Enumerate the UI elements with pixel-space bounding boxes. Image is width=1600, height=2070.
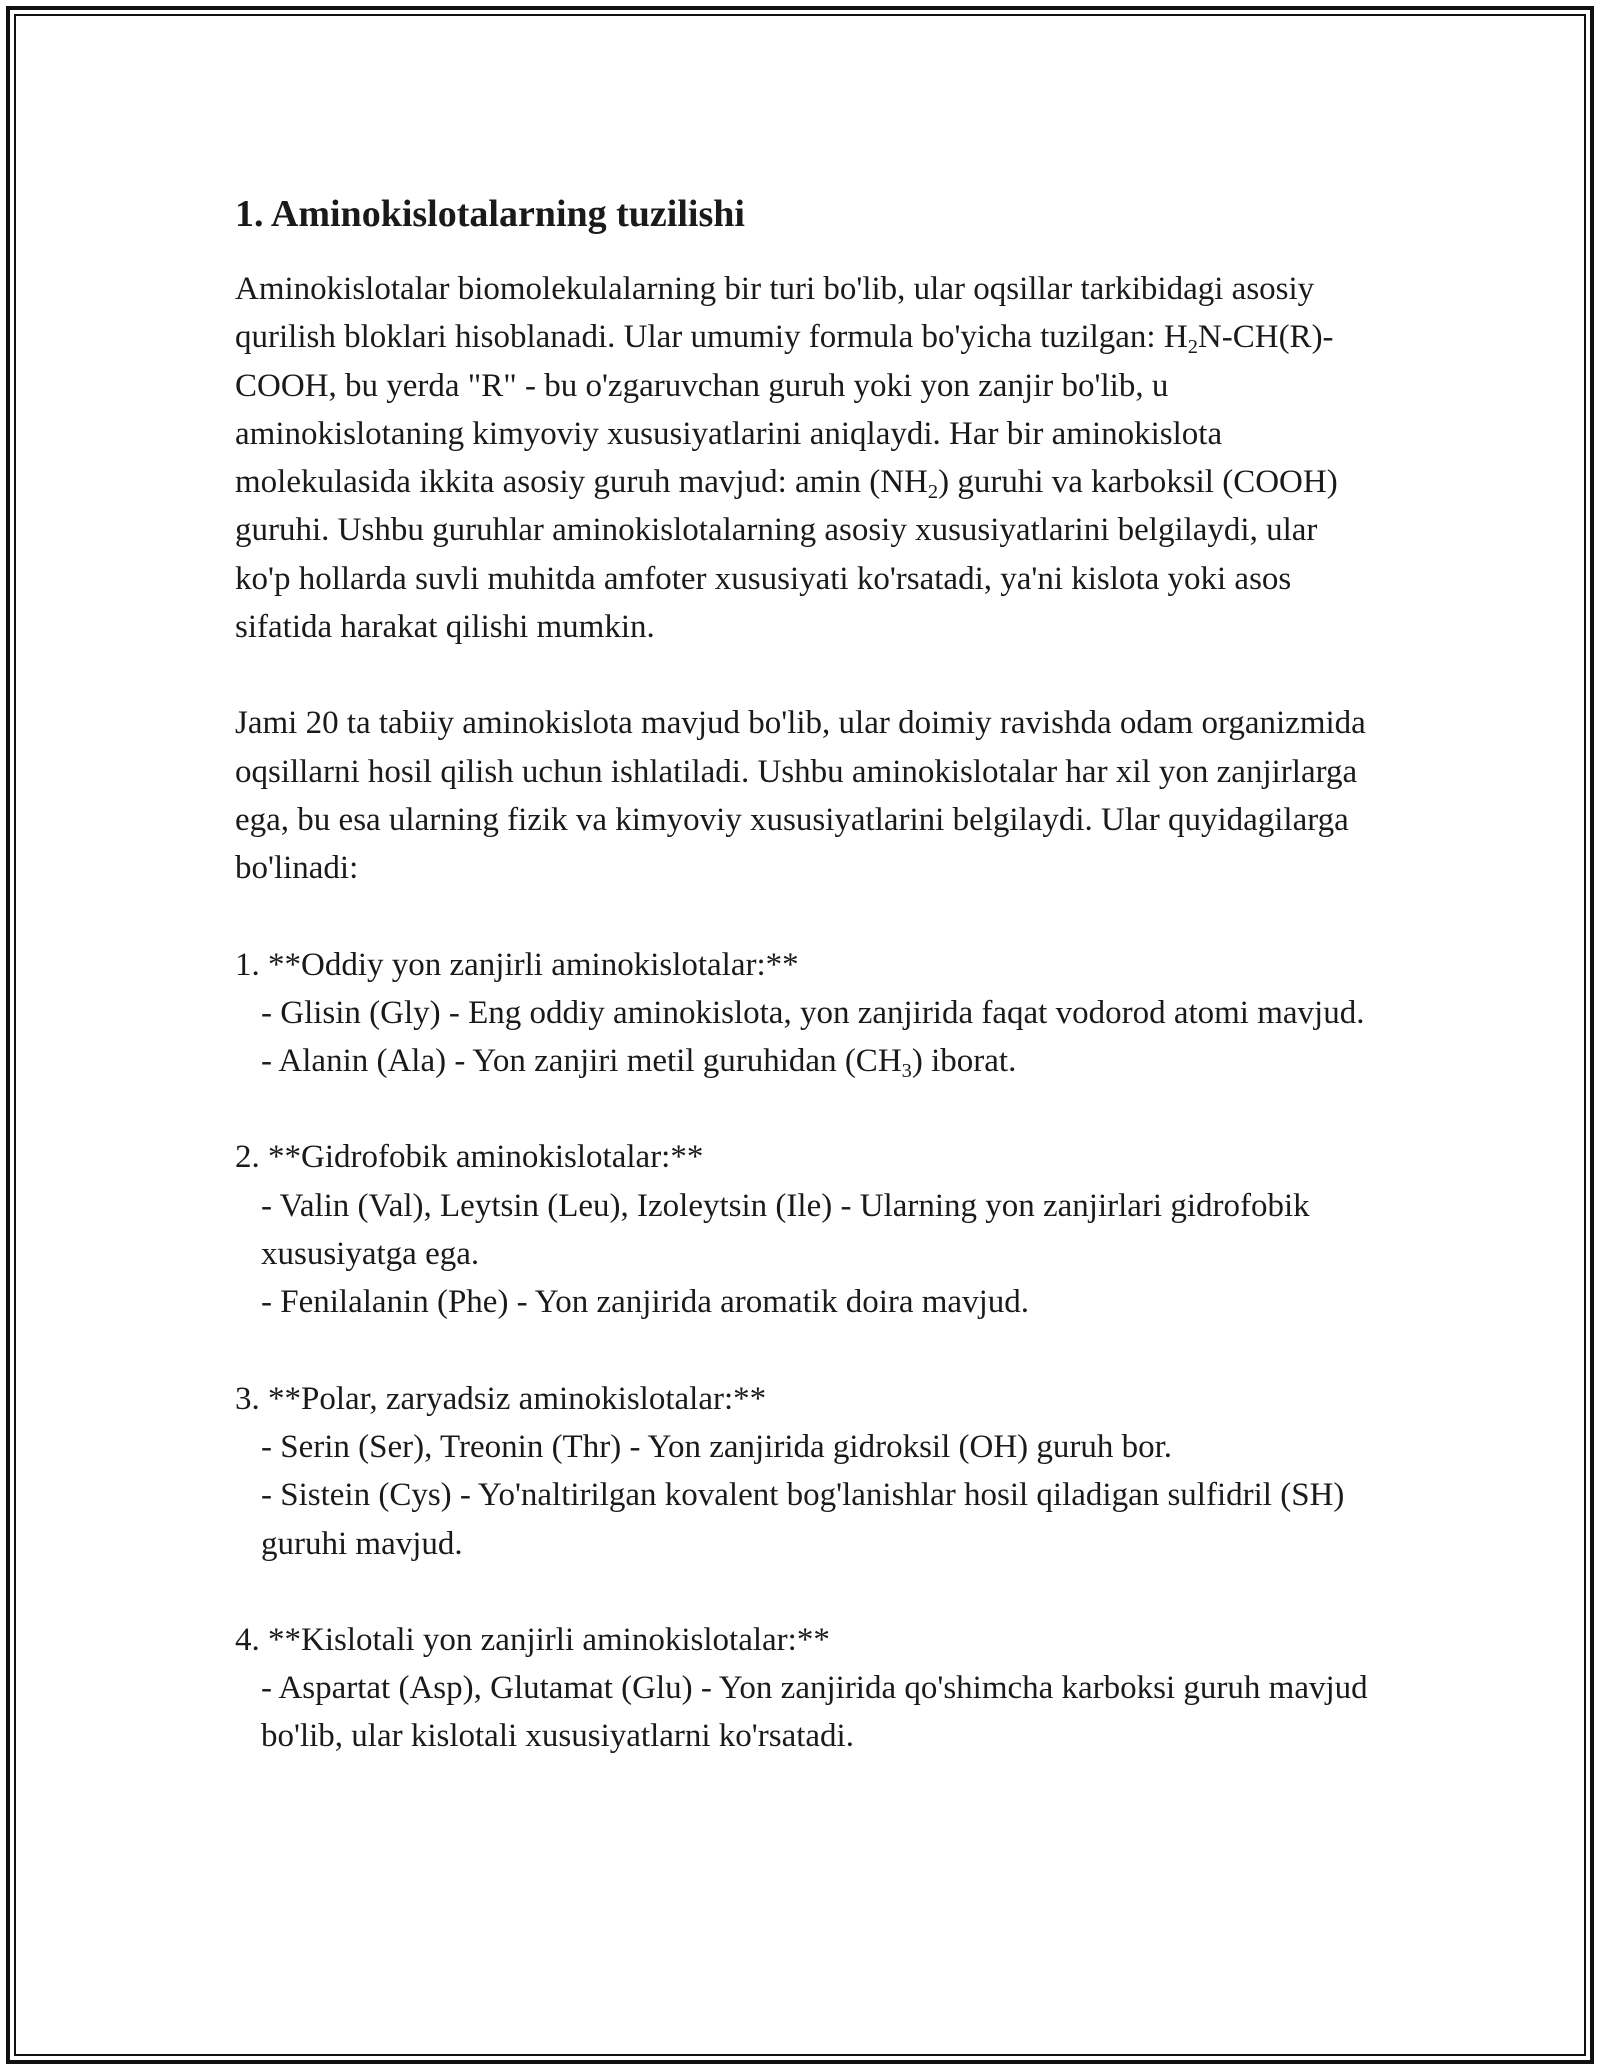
group-title: 3. **Polar, zaryadsiz aminokislotalar:** xyxy=(235,1380,767,1417)
group-title: 2. **Gidrofobik aminokislotalar:** xyxy=(235,1139,704,1176)
list-item: - Valin (Val), Leytsin (Leu), Izoleytsin (Ile) - Ularning yon zanjirlari gidrofobik xususiyatga ega. xyxy=(261,1187,1310,1273)
list-item: - Glisin (Gly) - Eng oddiy aminokislota, yon zanjirida faqat vodorod atomi mavjud. xyxy=(261,994,1365,1031)
list-item: - Fenilalanin (Phe) - Yon zanjirida aromatik doira mavjud. xyxy=(261,1284,1029,1321)
list-item: - Sistein (Cys) - Yo'naltirilgan kovalent bog'lanishlar hosil qiladigan sulfidril (SH) guruhi mavjud. xyxy=(261,1477,1345,1562)
list-item: - Aspartat (Asp), Glutamat (Glu) - Yon zanjirida qo'shimcha karboksi guruh mavjud bo'lib, ular kislotali xususiyatlarni ko'rsatadi. xyxy=(261,1670,1368,1755)
group-title: 4. **Kislotali yon zanjirli aminokislotalar:** xyxy=(235,1621,830,1658)
list-item: - Alanin (Ala) - Yon zanjiri metil guruhidan $(CH_3)$ iborat. xyxy=(261,1043,1017,1083)
intro-paragraph: Aminokislotalar biomolekulalarning bir turi bo'lib, ular oqsillar tarkibidagi asosiy qurilish bloklari hisoblanadi. Ular umumiy formula bo'yicha tuzilgan: $H_2N-CH(R)$-COOH, bu yerda "R" - bu o'zgaruvchan guruh yoki yon zanjir bo'lib, u aminokislotaning kimyoviy xususiyatlarini aniqlaydi. Har bir aminokislota molekulasida ikkita asosiy guruh mavjud: amin $(NH_2)$ guruhi va karboksil (COOH) guruhi. Ushbu guruhlar aminokislotalarning asosiy xususiyatlarini belgilaydi, ular ko'p hollarda suvli muhitda amfoter xususiyati ko'rsatadi, ya'ni kislota yoki asos sifatida harakat qilishi mumkin. xyxy=(235,271,1338,646)
section-heading: 1. Aminokislotalarning tuzilishi xyxy=(235,193,745,235)
classification-paragraph: Jami 20 ta tabiiy aminokislota mavjud bo'lib, ular doimiy ravishda odam organizmida oqsillarni hosil qilish uchun ishlatiladi. Ushbu aminokislotalar har xil yon zanjirlarga ega, bu esa ularning fizik va kimyoviy xususiyatlarini belgilaydi. Ular quyidagilarga bo'linadi: xyxy=(235,705,1366,887)
group-title: 1. **Oddiy yon zanjirli aminokislotalar:** xyxy=(235,946,799,983)
document-body xyxy=(235,185,1370,1761)
list-item: - Serin (Ser), Treonin (Thr) - Yon zanjirida gidroksil (OH) guruh bor. xyxy=(261,1428,1173,1465)
